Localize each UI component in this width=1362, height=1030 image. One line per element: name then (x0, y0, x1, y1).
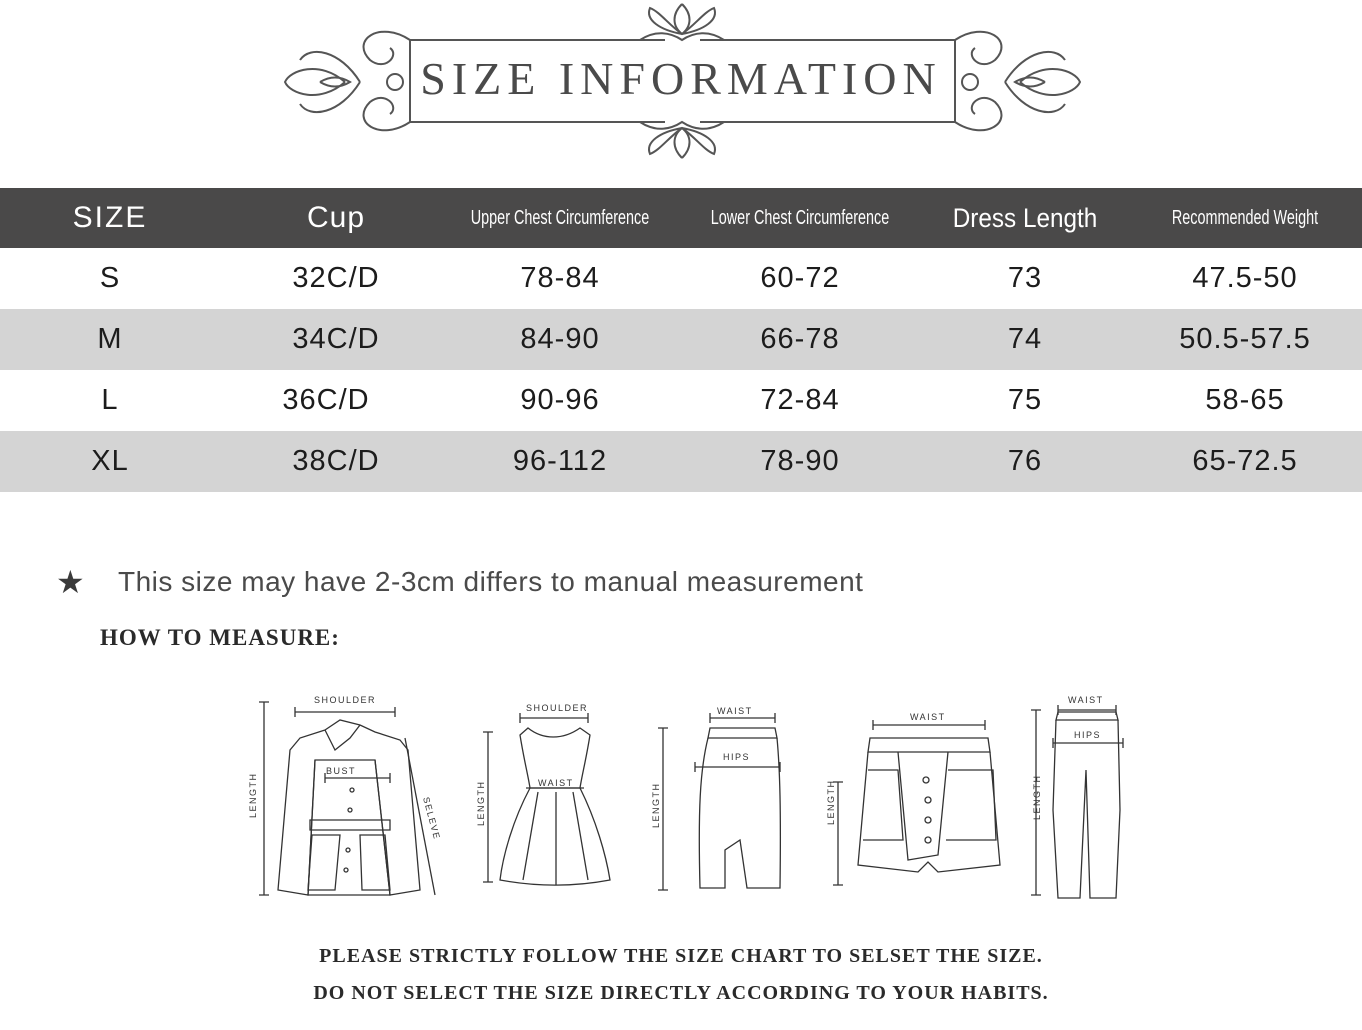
shoulder-label: SHOULDER (526, 703, 589, 713)
bust-label: BUST (326, 766, 357, 776)
upper-chest-cell: 78-84 (520, 262, 600, 294)
dress-length-cell: 76 (1007, 445, 1043, 477)
lower-chest-cell: 60-72 (760, 262, 840, 294)
how-to-measure-heading: HOW TO MEASURE: (100, 625, 340, 650)
jacket-diagram-icon (240, 690, 443, 905)
column-header-size: SIZE (72, 201, 148, 234)
cup-cell: 36C/D (282, 384, 370, 416)
upper-chest-cell: 90-96 (520, 384, 600, 416)
size-cell: XL (91, 445, 129, 477)
waist-label: WAIST (717, 706, 753, 716)
length-label: LENGTH (826, 779, 836, 825)
note-text: This size may have 2-3cm differs to manual measurement (118, 566, 864, 597)
shorts-diagram-icon (828, 690, 1018, 905)
weight-cell: 58-65 (1205, 384, 1285, 416)
size-cell: L (101, 384, 119, 416)
column-header-lower-chest: Lower Chest Circumference (710, 206, 890, 229)
lower-chest-cell: 72-84 (760, 384, 840, 416)
column-header-recommended-weight: Recommended Weight (1171, 206, 1319, 229)
page-title: SIZE INFORMATION (420, 53, 942, 104)
upper-chest-cell: 96-112 (512, 445, 608, 477)
skirt-diagram-icon (651, 690, 795, 905)
size-table (0, 188, 1362, 492)
size-cell: S (99, 262, 121, 294)
pants-diagram-icon (1028, 690, 1138, 905)
garment-diagrams (240, 690, 1140, 910)
waist-label: WAIST (538, 778, 574, 788)
column-header-cup: Cup (306, 201, 366, 234)
shoulder-label: SHOULDER (314, 695, 377, 705)
waist-label: WAIST (910, 712, 946, 722)
length-label: LENGTH (651, 782, 661, 828)
dress-length-cell: 73 (1007, 262, 1043, 294)
upper-chest-cell: 84-90 (520, 323, 600, 355)
column-header-upper-chest: Upper Chest Circumference (470, 206, 650, 229)
length-label: LENGTH (1032, 774, 1042, 820)
size-cell: M (97, 323, 123, 355)
header-banner (0, 0, 1362, 170)
waist-label: WAIST (1068, 695, 1104, 705)
length-label: LENGTH (248, 772, 258, 818)
weight-cell: 65-72.5 (1192, 445, 1298, 477)
cup-cell: 34C/D (292, 323, 380, 355)
lower-chest-cell: 66-78 (760, 323, 840, 355)
dress-length-cell: 75 (1007, 384, 1043, 416)
sleeve-label: SELEVE (421, 795, 443, 842)
table-row (0, 309, 1362, 370)
column-header-dress-length: Dress Length (952, 202, 1098, 233)
weight-cell: 47.5-50 (1192, 262, 1298, 294)
lower-chest-cell: 78-90 (760, 445, 840, 477)
weight-cell: 50.5-57.5 (1179, 323, 1311, 355)
hips-label: HIPS (1074, 730, 1102, 740)
length-label: LENGTH (476, 780, 486, 826)
footer-line-1: PLEASE STRICTLY FOLLOW THE SIZE CHART TO SELSET THE SIZE. (319, 945, 1043, 967)
cup-cell: 32C/D (292, 262, 380, 294)
cup-cell: 38C/D (292, 445, 380, 477)
measurement-note (56, 562, 863, 602)
footer-line-2: DO NOT SELECT THE SIZE DIRECTLY ACCORDING TO YOUR HABITS. (313, 982, 1049, 1004)
table-row (0, 248, 1362, 309)
table-header-row (0, 188, 1362, 248)
table-row (0, 370, 1362, 431)
dress-diagram-icon (478, 690, 628, 905)
star-icon: ★ (56, 564, 85, 600)
hips-label: HIPS (723, 752, 751, 762)
dress-length-cell: 74 (1007, 323, 1043, 355)
table-row (0, 431, 1362, 492)
